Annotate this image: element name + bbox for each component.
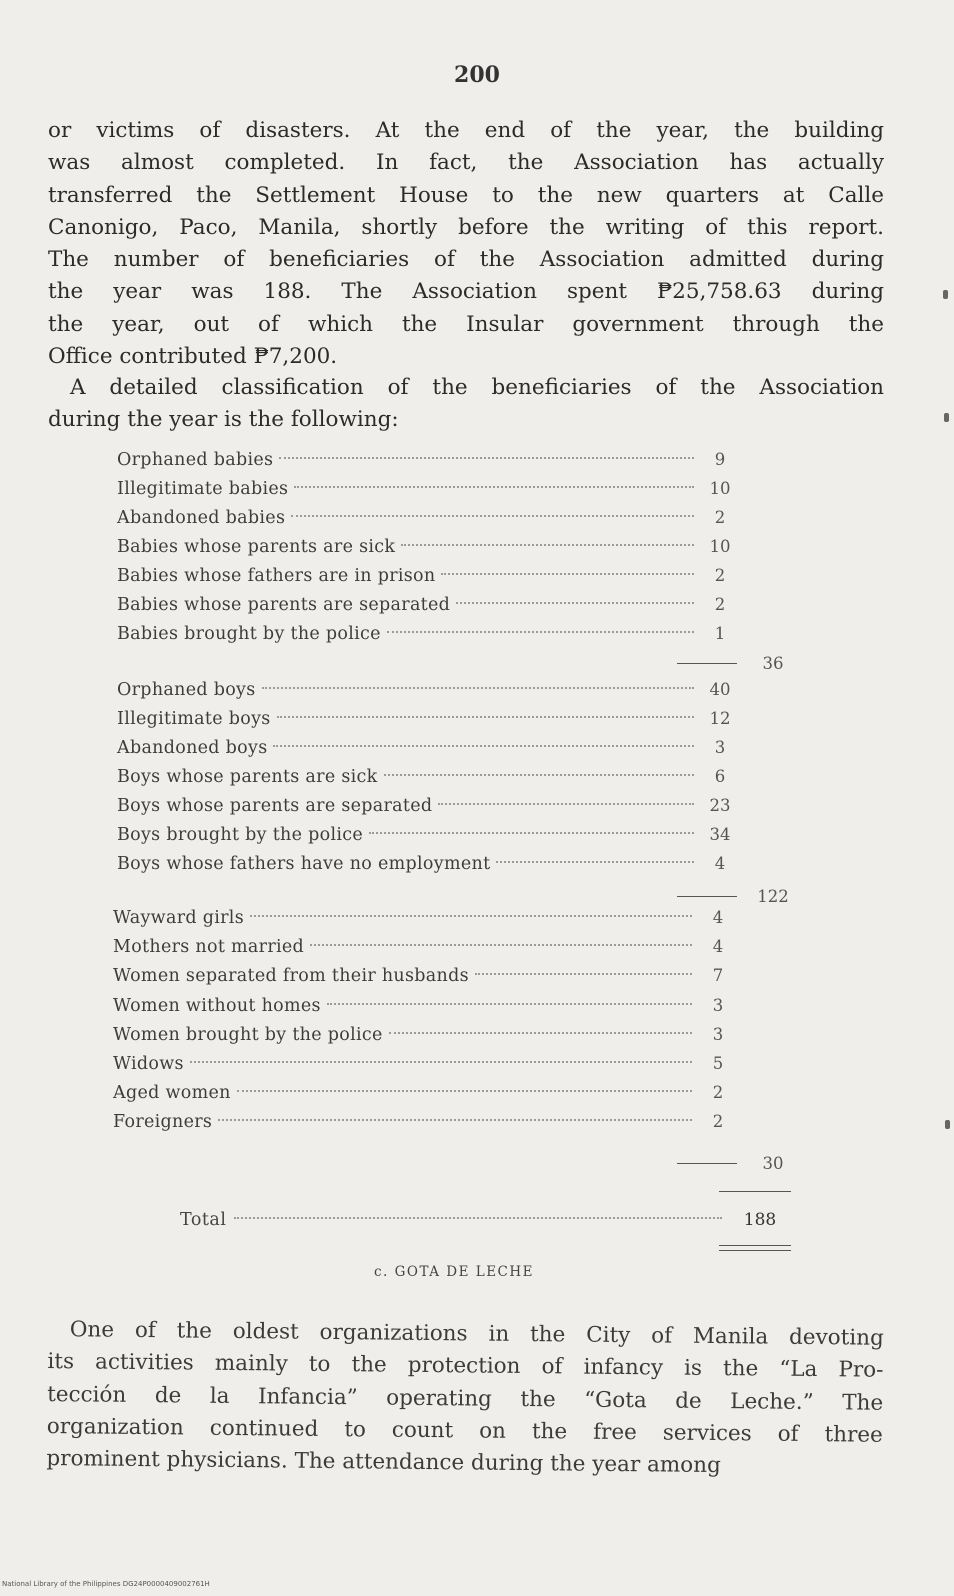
- text-line: Canonigo, Paco, Manila, shortly before the writing of this report.: [48, 214, 884, 240]
- intro-paragraph: [48, 115, 884, 373]
- row-value: 2: [714, 595, 726, 614]
- group-subtotal: 36: [762, 654, 784, 673]
- table-row: [117, 503, 740, 532]
- dot-leader: [389, 1032, 692, 1034]
- row-label: Boys whose parents are separated: [117, 796, 433, 816]
- row-label: Women separated from their husbands: [113, 966, 469, 987]
- row-label: Wayward girls: [113, 908, 244, 928]
- row-value: 10: [709, 479, 731, 498]
- row-label: Abandoned boys: [117, 738, 268, 758]
- margin-speck: [945, 1120, 950, 1129]
- row-value: 34: [709, 825, 731, 844]
- text-line: organization continued to count on the free services of three: [46, 1413, 883, 1448]
- text-line: prominent physicians. The attendance during the year among: [46, 1446, 721, 1479]
- row-value: 12: [709, 709, 731, 728]
- double-rule: [719, 1250, 791, 1251]
- row-value: 2: [714, 508, 726, 527]
- row-label: Babies whose parents are separated: [117, 595, 451, 615]
- row-value: 23: [709, 796, 731, 815]
- dot-leader: [310, 944, 692, 946]
- row-value: 3: [712, 1024, 724, 1044]
- total-row: [180, 1205, 790, 1235]
- text-line: the year, out of which the Insular government through the: [48, 311, 884, 337]
- row-value: 4: [712, 908, 724, 927]
- text-line: was almost completed. In fact, the Association has actually: [48, 150, 884, 176]
- group-subtotal: 122: [757, 887, 789, 906]
- row-value: 9: [714, 450, 726, 469]
- group-subtotal: 30: [762, 1154, 784, 1173]
- row-label: Abandoned babies: [117, 508, 286, 528]
- row-label: Orphaned boys: [117, 680, 256, 700]
- text-line: Office contributed ₱7,200.: [48, 344, 338, 370]
- row-label: Foreigners: [113, 1112, 213, 1133]
- table-row: [117, 704, 740, 733]
- row-label: Illegitimate boys: [117, 709, 271, 729]
- row-value: 10: [709, 537, 731, 556]
- double-rule: [719, 1245, 791, 1246]
- table-row: [117, 675, 740, 704]
- row-label: Babies whose parents are sick: [117, 537, 396, 557]
- row-value: 6: [714, 767, 726, 786]
- table-row: [117, 820, 740, 849]
- table-row: [113, 1020, 738, 1049]
- row-value: 1: [714, 624, 726, 643]
- subtotal-rule: [677, 663, 737, 664]
- subtotal-rule: [677, 1163, 737, 1164]
- row-value: 2: [712, 1083, 724, 1103]
- text-line: The number of beneficiaries of the Association admitted during: [48, 247, 884, 273]
- dot-leader: [438, 803, 694, 805]
- table-row: [117, 590, 740, 619]
- total-rule: [719, 1191, 791, 1192]
- row-label: Babies brought by the police: [117, 624, 381, 644]
- dot-leader: [234, 1217, 722, 1219]
- table-row: [117, 532, 740, 561]
- table-row: [117, 791, 740, 820]
- table-row: [113, 1049, 738, 1078]
- row-value: 40: [709, 680, 731, 699]
- row-value: 5: [712, 1054, 724, 1073]
- table-row: [113, 932, 738, 961]
- table-row: [113, 961, 738, 990]
- dot-leader: [441, 573, 694, 575]
- row-label: Women brought by the police: [113, 1024, 383, 1045]
- row-label: Boys whose parents are sick: [117, 767, 378, 787]
- classification-intro-paragraph: [48, 372, 884, 437]
- dot-leader: [327, 1003, 692, 1005]
- row-label: Women without homes: [113, 995, 321, 1016]
- row-value: 4: [712, 937, 724, 957]
- table-row: [113, 1107, 738, 1136]
- table-row: [117, 619, 740, 648]
- table-row: [117, 445, 740, 474]
- row-label: Boys whose fathers have no employment: [117, 854, 491, 874]
- dot-leader: [250, 915, 692, 917]
- margin-speck: [943, 290, 948, 299]
- section-heading: c. GOTA DE LECHE: [373, 1264, 535, 1280]
- row-label: Boys brought by the police: [117, 825, 364, 845]
- text-line: One of the oldest organizations in the City of Manila devoting: [69, 1317, 884, 1351]
- dot-leader: [279, 457, 694, 459]
- row-value: 3: [714, 738, 726, 757]
- dot-leader: [190, 1061, 692, 1063]
- table-row: [117, 733, 740, 762]
- dot-leader: [291, 515, 694, 517]
- margin-speck: [944, 413, 949, 422]
- table-row: [117, 561, 740, 590]
- dot-leader: [218, 1119, 692, 1121]
- text-line: or victims of disasters. At the end of the year, the building: [48, 118, 884, 143]
- row-label: Babies whose fathers are in prison: [117, 566, 436, 586]
- row-label: Widows: [113, 1054, 184, 1074]
- text-line: during the year is the following:: [48, 407, 399, 433]
- row-label: Illegitimate babies: [117, 479, 289, 499]
- total-value: 188: [743, 1210, 777, 1230]
- dot-leader: [475, 973, 692, 975]
- text-line: the year was 188. The Association spent ₱25,758.63 during: [48, 279, 884, 305]
- row-value: 4: [714, 854, 726, 873]
- dot-leader: [369, 832, 694, 834]
- table-row: [117, 474, 740, 503]
- text-line: transferred the Settlement House to the new quarters at Calle: [48, 182, 884, 208]
- dot-leader: [262, 687, 694, 689]
- footer-credit: National Library of the Philippines DG24P0000409002761H: [2, 1580, 210, 1588]
- row-value: 7: [712, 966, 724, 986]
- dot-leader: [273, 745, 694, 747]
- dot-leader: [237, 1090, 692, 1092]
- text-line: A detailed classification of the beneficiaries of the Association: [70, 375, 884, 400]
- row-label: Orphaned babies: [117, 450, 274, 470]
- row-value: 2: [712, 1112, 724, 1132]
- total-label: Total: [180, 1210, 227, 1230]
- dot-leader: [496, 861, 694, 863]
- text-line: tección de la Infancia” operating the “Gota de Leche.” The: [47, 1381, 884, 1416]
- dot-leader: [456, 602, 694, 604]
- dot-leader: [401, 544, 694, 546]
- dot-leader: [277, 716, 694, 718]
- table-row: [117, 762, 740, 791]
- table-row: [113, 991, 738, 1020]
- page-number: 200: [454, 62, 500, 88]
- table-row: [113, 903, 738, 932]
- row-label: Mothers not married: [113, 937, 305, 958]
- table-row: [113, 1078, 738, 1107]
- table-row: [117, 849, 740, 878]
- dot-leader: [384, 774, 694, 776]
- row-value: 2: [714, 566, 726, 585]
- subtotal-rule: [677, 896, 737, 897]
- dot-leader: [387, 631, 694, 633]
- dot-leader: [294, 486, 694, 488]
- row-label: Aged women: [113, 1083, 231, 1104]
- gota-de-leche-paragraph: [46, 1314, 884, 1484]
- text-line: its activities mainly to the protection of infancy is the “La Pro-: [47, 1349, 884, 1384]
- row-value: 3: [712, 995, 724, 1015]
